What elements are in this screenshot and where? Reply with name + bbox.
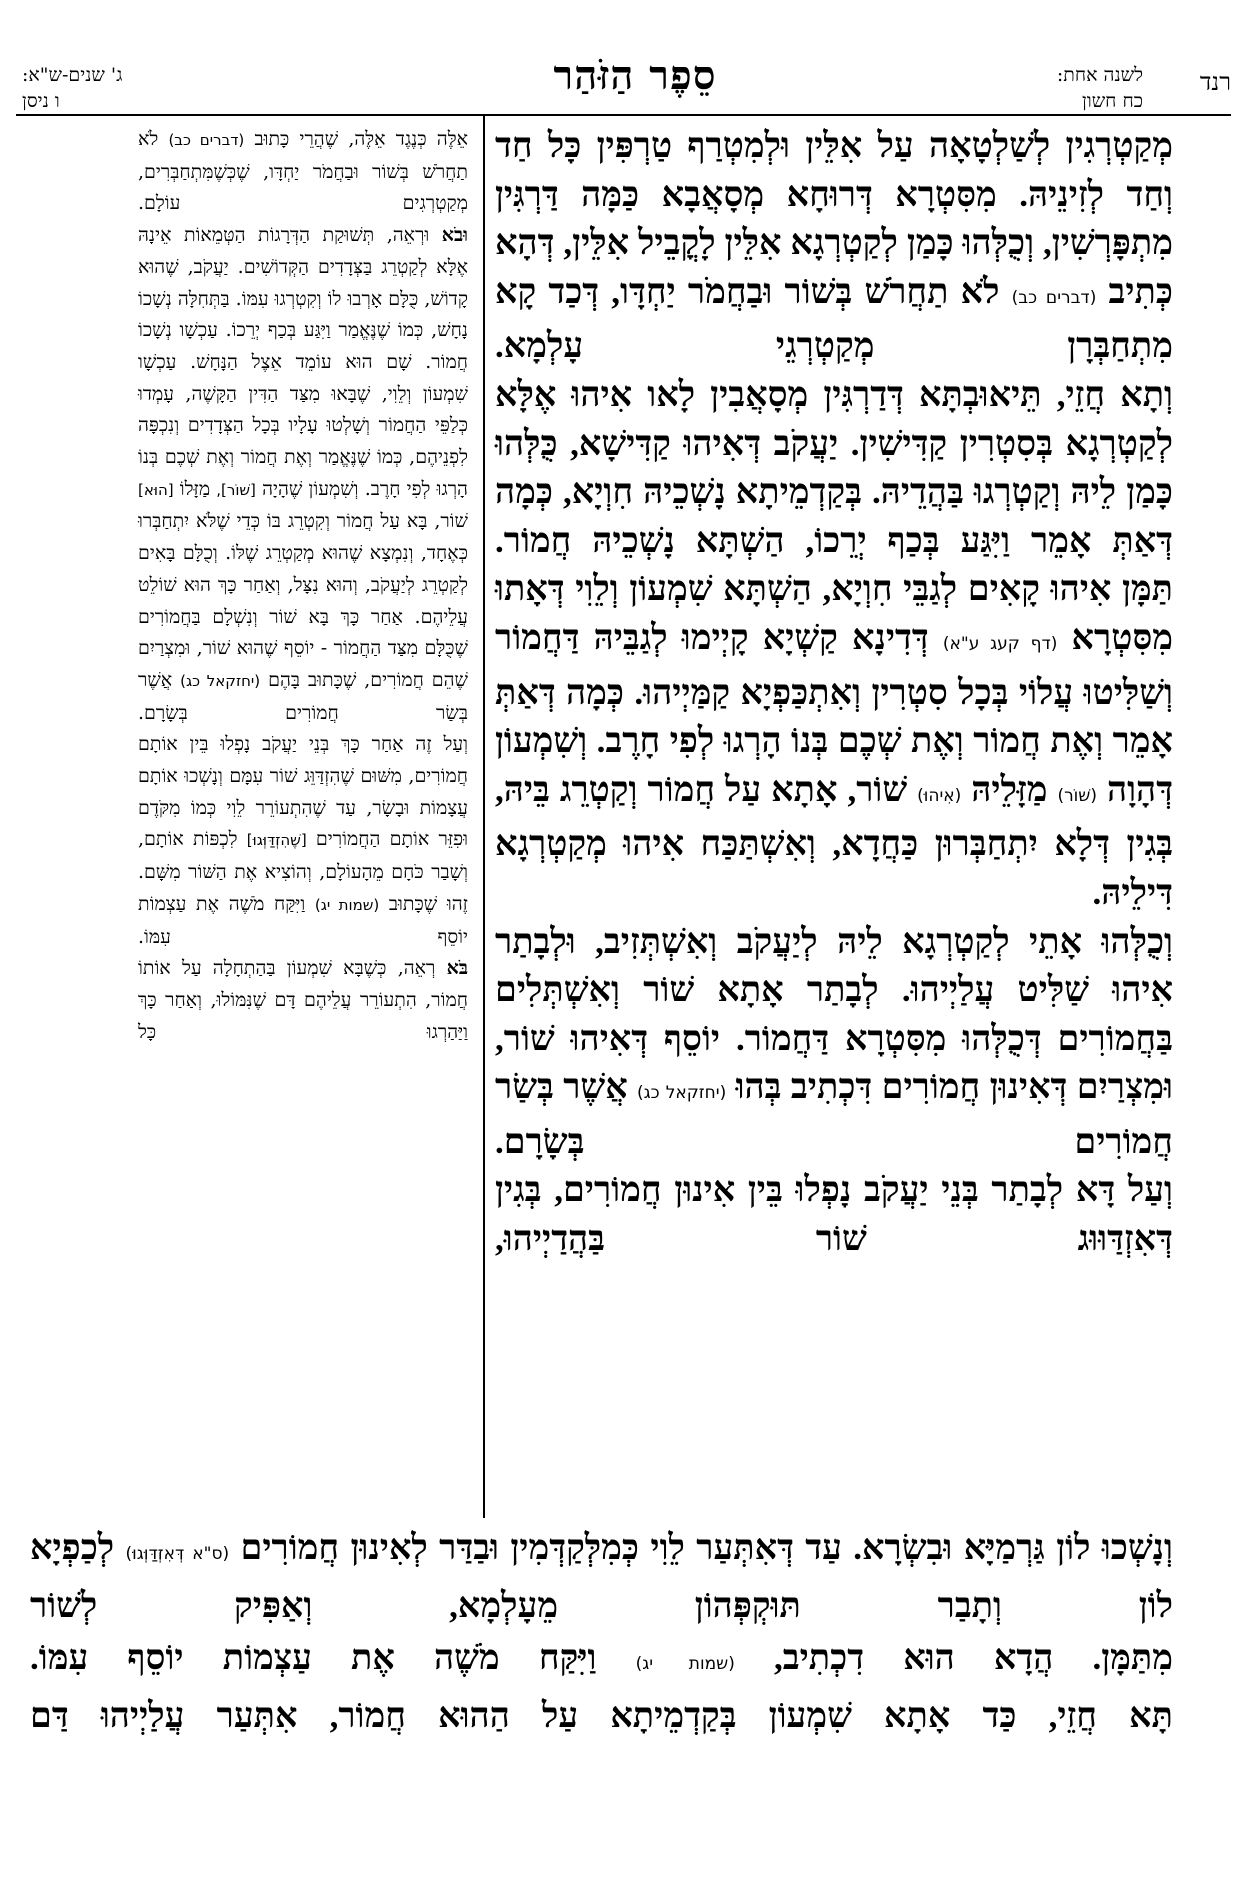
main-text-span: לְכַפְיָא לוֹן וְתָבַר תּוּקְפְּהוֹן מֵעָלְמָא, וְאַפִּיק לְשׁוֹר bbox=[30, 1528, 1173, 1625]
translation-span: רְאֵה, כְּשֶׁבָּא שִׁמְעוֹן בַּהַתְחָלָה עַל אוֹתוֹ חֲמוֹר, הִתְעוֹרֵר עֲלֵיהֶם דָּם שֶׁנִּמּוֹלוּ, וְאַחַר כָּךְ וַיַּהַרְגוּ כָּל bbox=[138, 957, 468, 1043]
main-paragraph-3 bbox=[495, 565, 1173, 917]
translation-span: לֹא תַחֲרֹשׁ בְּשׁוֹר וּבַחֲמֹר יַחְדָּו, שֶׁכְּשֶׁמִּתְחַבְּרִים, מְקַטְרְגִים עוֹלָם. bbox=[138, 128, 468, 215]
full-width-line-1 bbox=[30, 1522, 1173, 1632]
main-text-span: וְכֻלְּהוּ אָתֵי לְקַטְרְגָא לֵיהּ לְיַעֲקֹב וְאִשְׁתְּזִיב, וּלְבָתַר אִיהוּ שַׁלִּיט עֲלַיְיהוּ. לְבָתַר אָתָא שׁוֹר וְאִשְׁתְּלִים בַּחֲמוֹרִים דְּכֻלְּהוּ מִסִּטְרָא דַּחֲמוֹר. יוֹסֵף דְּאִיהוּ שׁוֹר, וּמִצְרַיִם דְּאִינוּן חֲמוֹרִים דִּכְתִיב בְּהוּ bbox=[495, 921, 1173, 1107]
main-text-span: שׁוֹר, אָתָא עַל חֲמוֹר וְקַטְרֵג בֵּיהּ, בְּגִין דְּלָא יִתְחַבְּרוּן כַּחֲדָא, וְאִשְׁתַּכַּח אִיהוּ מְקַטְרְגָא דִּילֵיהּ. bbox=[495, 769, 1173, 912]
column-divider bbox=[483, 116, 485, 1518]
schedule-three-years-date: ו ניסן bbox=[22, 90, 60, 112]
main-text-span: דְּדִינָא קַשְׁיָא קָיְימוּ לְגַבֵּיהּ דַּחֲמוֹר וְשַׁלִּיטוּ עֲלוֹי בְּכָל סִטְרִין וְאִתְכַּפְיָא קַמַּיְיהוּ. כְּמָה דְּאַתְּ אָמֵר וְאֶת חֲמוֹר וְאֶת שְׁכֶם בְּנוֹ הָרְגוּ לְפִי חָרֶב. וְשִׁמְעוֹן דְּהָוָה bbox=[495, 617, 1174, 809]
source-reference: (שמות יג) bbox=[314, 895, 380, 914]
translation-paragraph-3 bbox=[138, 729, 468, 953]
source-reference: (יחזקאל כג) bbox=[180, 671, 261, 690]
translation-paragraph-4 bbox=[138, 953, 468, 1048]
translation-span: אֲשֶׁר בְּשַׂר חֲמוֹרִים בְּשָׂרָם. bbox=[138, 668, 468, 724]
full-width-text bbox=[30, 1522, 1173, 1742]
page-reference: (דף קעג ע"א) bbox=[942, 633, 1058, 654]
main-text-span: מִתַּמָּן. הֲדָא הוּא דִכְתִיב, bbox=[774, 1638, 1174, 1677]
source-reference: (דברים כב) bbox=[1011, 287, 1097, 308]
translation-column bbox=[138, 124, 468, 1048]
main-text-span: וְנָשְׁכוּ לוֹן גַּרְמַיָּא וּבִשְׂרָא. עַד דְּאִתְּעַר לֵוִי כְּמִלְּקַדְּמִין וּבַדַּר לְאִינוּן חֲמוֹרִים bbox=[240, 1528, 1174, 1567]
translation-span: לִכְפּוֹת אוֹתָם, וְשָׁבַר כֹּחָם מֵהָעוֹלָם, וְהוֹצִיא אֶת הַשּׁוֹר מִשָּׁם. זֶהוּ שֶׁכָּתוּב bbox=[138, 828, 468, 915]
schedule-one-year-label: לשנה אחת: bbox=[1056, 64, 1143, 86]
schedule-three-years-label: ג' שנים-ש"א: bbox=[22, 64, 123, 86]
translation-span: שׁוֹר, בָּא עַל חֲמוֹר וְקִטְרֵג בּוֹ כְּדֵי שֶׁלֹּא יִתְחַבְּרוּ כְּאֶחָד, וְנִמְצָא שֶׁהוּא מְקַטְרֵג שֶׁלּוֹ. וְכֻלָּם בָּאִים לְקַטְרֵג לְיַעֲקֹב, וְהוּא נִצָּל, וְאַחַר כָּךְ הוּא שׁוֹלֵט עֲלֵיהֶם. אַחַר כָּךְ בָּא שׁוֹר וְנִשְׁלָם בַּחֲמוֹרִים שֶׁכֻּלָּם מִצַּד הַחֲמוֹר - יוֹסֵף שֶׁהוּא שׁוֹר, וּמִצְרַיִם שֶׁהֵם חֲמוֹרִים, שֶׁכָּתוּב בָּהֶם bbox=[138, 510, 468, 691]
translation-span: מַזָּלוֹ bbox=[179, 477, 211, 500]
main-paragraph-1 bbox=[495, 122, 1173, 371]
translation-paragraph-2 bbox=[138, 220, 468, 729]
main-text-span: תַּמָּן אִיהוּ קָאִים לְגַבֵּי חִוְיָא, הַשְׁתָּא שִׁמְעוֹן וְלֵוִי דְּאָתוּ מִסִּטְרָא bbox=[495, 569, 1174, 657]
variant-reading: (ס"א דְּאִזְדַּוְּגוּ) bbox=[125, 1544, 230, 1564]
header-divider bbox=[16, 114, 1231, 116]
main-paragraph-4 bbox=[495, 918, 1173, 1167]
variant-reading: [שֶׁהִזְדַּוְּגוּ] bbox=[246, 831, 307, 850]
paragraph-lead-word: בֹּא bbox=[446, 957, 468, 980]
variant-reading: (שׁוֹר) bbox=[1057, 785, 1097, 806]
daily-schedule-three-years bbox=[22, 62, 122, 114]
full-width-line-2 bbox=[30, 1632, 1173, 1690]
page-number: רנד bbox=[1199, 68, 1231, 96]
full-width-line-3: תָּא חֲזֵי, כַּד אָתָא שִׁמְעוֹן בְּקַדְמֵיתָא עַל הַהוּא חֲמוֹר, אִתְּעַר עֲלַיְיהוּ דַּם bbox=[30, 1696, 1173, 1735]
main-text-span: לֹא תַחֲרֹשׁ בְּשׁוֹר וּבַחֲמֹר יַחְדָּו, דְּכַד קָא מִתְחַבְּרָן מְקַטְרְגֵי עָלְמָא. bbox=[495, 271, 1173, 366]
main-paragraph-2: וְתָא חֲזֵי, תֵּיאוּבְתָּא דְּדַרְגִּין מְסָאֲבִין לָאו אִיהוּ אֶלָּא לְקַטְרְגָא בְּסִטְרִין קַדִּישִׁין. יַעֲקֹב דְּאִיהוּ קַדִּישָׁא, כֻּלְּהוּ כָּמַן לֵיהּ וְקַטְרְגוּ בַּהֲדֵיהּ. בְּקַדְמֵיתָא נָשְׁכֵיהּ חִוְיָא, כְּמָה דְּאַתְּ אָמֵר וַיִּגַּע בְּכַף יְרֵכוֹ, הַשְׁתָּא נָשְׁכֵיהּ חֲמוֹר. bbox=[495, 374, 1173, 560]
translation-span: וַיִּקַּח מֹשֶׁה אֶת עַצְמוֹת יוֹסֵף עִמּוֹ. bbox=[138, 892, 468, 948]
source-reference: (דברים כב) bbox=[168, 131, 245, 149]
source-reference: (יחזקאל כג) bbox=[637, 1083, 727, 1104]
daily-schedule-one-year bbox=[1057, 62, 1143, 114]
book-title: סֵפֶר הַזֹּהַר bbox=[553, 52, 717, 99]
main-text-span: מְקַטְרְגִין לְשַׁלְטָאָה עַל אִלֵּין וּלְמִטְרַף טַרְפִּין כָּל חַד וְחַד לְזִינֵיהּ. מִסִּטְרָא דְּרוּחָא מְסָאֲבָא כַּמָּה דַּרְגִּין מִתְפָּרְשִׁין, וְכֻלְּהוּ כָּמַן לְקַטְרְגָא אִלֵּין לָקֳבֵיל אִלֵּין, דְּהָא כְּתִיב bbox=[495, 126, 1173, 311]
translation-span: אֵלֶּה כְּנֶגֶד אֵלֶּה, שֶׁהֲרֵי כָּתוּב bbox=[254, 128, 468, 150]
main-text-span: מַזָּלֵיהּ bbox=[971, 769, 1048, 809]
main-text-column bbox=[495, 122, 1173, 1264]
translation-paragraph-1 bbox=[138, 124, 468, 220]
variant-reading: (אִיהוּ) bbox=[917, 785, 962, 806]
main-paragraph-5: וְעַל דָּא לְבָתַר בְּנֵי יַעֲקֹב נָפְלוּ בֵּין אִינוּן חֲמוֹרִים, בְּגִין דְּאִזְדַּוּוּג שׁוֹר בַּהֲדַיְיהוּ, bbox=[495, 1170, 1173, 1259]
paragraph-lead-word: וּבֹא bbox=[441, 224, 468, 247]
main-text-span: אֲשֶׁר בְּשַׂר חֲמוֹרִים בְּשָׂרָם. bbox=[495, 1067, 1173, 1161]
source-reference: (שמות יג) bbox=[635, 1654, 735, 1674]
translation-span: וּרְאֵה, תְּשׁוּקַת הַדְּרָגוֹת הַטְּמֵאוֹת אֵינָהּ אֶלָּא לְקַטְרֵג בַּצְּדָדִים הַקְּדוֹשִׁים. יַעֲקֹב, שֶׁהוּא קָדוֹשׁ, כֻּלָּם אָרְבוּ לוֹ וְקִטְרְגוּ עִמּוֹ. בַּתְּחִלָּה נְשָׁכוֹ נָחָשׁ, כְּמוֹ שֶׁנֶּאֱמַר וַיִּגַּע בְּכַף יְרֵכוֹ. עַכְשָׁו נְשָׁכוֹ חֲמוֹר. שָׁם הוּא עוֹמֵד אֵצֶל הַנָּחָשׁ. עַכְשָׁו שִׁמְעוֹן וְלֵוִי, שֶׁבָּאוּ מִצַּד הַדִּין הַקָּשֶׁה, עָמְדוּ כְּלַפֵּי הַחֲמוֹר וְשָׁלְטוּ עָלָיו בְּכָל הַצְּדָדִים וְנִכְפָּה לִפְנֵיהֶם, כְּמוֹ שֶׁנֶּאֱמַר וְאֶת חֲמוֹר וְאֶת שְׁכֶם בְּנוֹ הָרְגוּ לְפִי חָרֶב. וְשִׁמְעוֹן שֶׁהָיָה bbox=[138, 224, 468, 500]
main-text-span: וַיִּקַּח מֹשֶׁה אֶת עַצְמוֹת יוֹסֵף עִמּוֹ. bbox=[30, 1638, 597, 1677]
variant-reading: [הוּא] bbox=[138, 480, 174, 499]
schedule-one-year-date: כח חשון bbox=[1082, 90, 1143, 112]
translation-span: וְעַל זֶה אַחַר כָּךְ בְּנֵי יַעֲקֹב נָפְלוּ בֵּין אוֹתָם חֲמוֹרִים, מִשּׁוּם שֶׁהִזְדַּוֵּג שׁוֹר עִמָּם וְנָשְׁכוּ אוֹתָם עֲצָמוֹת וּבָשָׂר, עַד שֶׁהִתְעוֹרֵר לֵוִי כְּמוֹ מִקֹּדֶם וּפִזֵּר אוֹתָם הַחֲמוֹרִים bbox=[138, 733, 468, 851]
variant-reading: [שׁוֹר], bbox=[216, 480, 256, 499]
